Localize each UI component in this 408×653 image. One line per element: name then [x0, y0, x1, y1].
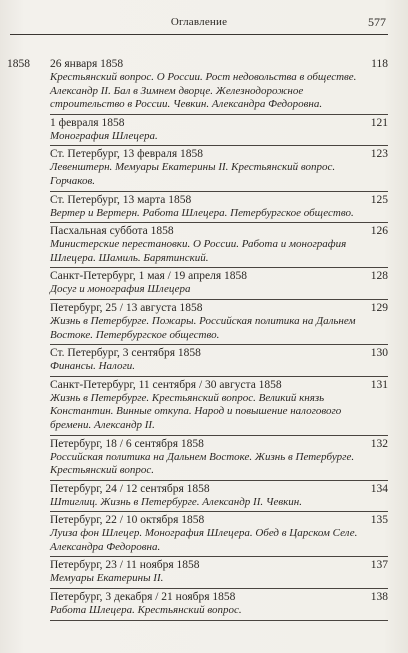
entry-page-number: 132: [370, 437, 388, 450]
toc-entry-head: [50, 590, 388, 604]
entry-date: Ст. Петербург, 3 сентября 1858: [50, 347, 201, 360]
entry-page-number: 128: [370, 270, 388, 283]
entry-description: Левенштерн. Мемуары Екатерины II. Крестьянский вопрос. Горчаков.: [50, 161, 336, 187]
toc-entry-head: [50, 224, 388, 238]
page-number: 577: [368, 15, 386, 29]
entry-description: Работа Шлецера. Крестьянский вопрос.: [50, 604, 242, 617]
entry-page-number: 123: [370, 148, 388, 161]
toc-entry: [50, 512, 388, 557]
toc-entry: [50, 377, 388, 436]
toc-entry-head: [50, 437, 388, 451]
entry-description: Жизнь в Петербурге. Крестьянский вопрос. Великий князь Константин. Винные откупа. Народ и повышение налогового бремени. Александр II.: [50, 391, 342, 431]
entry-description: Мемуары Екатерины II.: [50, 572, 164, 585]
entry-page-number: 121: [370, 116, 388, 129]
toc-entry: [50, 345, 388, 377]
entry-page-number: 134: [370, 482, 388, 495]
entry-page-number: 135: [370, 514, 388, 527]
entry-page-number: 138: [370, 591, 388, 604]
entry-page-number: 118: [371, 58, 388, 70]
entry-description: Монография Шлецера.: [50, 129, 158, 142]
toc-entry-head: [50, 378, 388, 392]
toc-entry: [50, 557, 388, 589]
toc-entry-head: [50, 301, 388, 315]
entry-date: Санкт-Петербург, 11 сентября / 30 августа 1858: [50, 378, 282, 391]
toc-entry-head: [50, 513, 388, 527]
entry-date: Петербург, 3 декабря / 21 ноября 1858: [50, 591, 236, 604]
entry-page-number: 131: [370, 378, 388, 391]
entry-date: 26 января 1858: [50, 58, 124, 70]
entry-date: Петербург, 22 / 10 октября 1858: [50, 514, 205, 527]
entry-date: Петербург, 23 / 11 ноября 1858: [50, 559, 200, 572]
toc-entry: [50, 300, 388, 345]
entry-page-number: 129: [370, 301, 388, 314]
entry-description: Луиза фон Шлецер. Монография Шлецера. Обед в Царском Селе. Александра Федоровна.: [50, 527, 358, 553]
toc-entry-head: [50, 193, 388, 207]
toc-entry-head: [50, 269, 388, 283]
entry-date: Петербург, 24 / 12 сентября 1858: [50, 482, 210, 495]
header-title: Оглавление: [170, 16, 228, 28]
toc-entries: [50, 56, 388, 621]
toc-entry-head: [50, 57, 388, 71]
entry-page-number: 137: [370, 559, 388, 572]
running-header: [10, 14, 388, 35]
entry-page-number: 130: [370, 347, 388, 360]
toc-entry: [50, 192, 388, 224]
toc-entry: [50, 436, 388, 481]
entry-page-number: 126: [370, 225, 388, 238]
toc-entry-head: [50, 482, 388, 496]
entry-description: Досуг и монография Шлецера: [50, 283, 191, 296]
entry-date: Петербург, 18 / 6 сентября 1858: [50, 437, 204, 450]
entry-date: Ст. Петербург, 13 марта 1858: [50, 193, 192, 206]
entry-date: Ст. Петербург, 13 февраля 1858: [50, 148, 204, 161]
entry-description: Вертер и Вертерн. Работа Шлецера. Петербургское общество.: [50, 206, 354, 219]
year-label: 1858: [7, 58, 30, 70]
toc-entry: [50, 223, 388, 268]
entry-description: Штиглиц. Жизнь в Петербурге. Александр II. Чевкин.: [50, 495, 302, 508]
entry-date: Санкт-Петербург, 1 мая / 19 апреля 1858: [50, 270, 247, 283]
toc-entry-head: [50, 346, 388, 360]
entry-date: Петербург, 25 / 13 августа 1858: [50, 301, 203, 314]
toc-entry: [50, 589, 388, 621]
toc-entry: [50, 268, 388, 300]
toc-entry-head: [50, 147, 388, 161]
entry-page-number: 125: [370, 193, 388, 206]
entry-description: Российская политика на Дальнем Востоке. Жизнь в Петербурге. Крестьянский вопрос.: [50, 450, 355, 477]
entry-description: Крестьянский вопрос. О России. Рост недовольства в обществе. Александр II. Бал в Зимнем дворце. Железнодорожное строительство в России. Чевкин. Александра Федоровна.: [50, 71, 357, 111]
entry-description: Министерские перестановки. О России. Работа и монография Шлецера. Шамиль. Барятинский.: [50, 238, 347, 264]
toc-entry-head: [50, 116, 388, 130]
entry-description: Жизнь в Петербурге. Пожары. Российская политика на Дальнем Востоке. Петербургское общество.: [50, 314, 356, 341]
toc-entry: [50, 56, 388, 115]
toc-entry: [50, 146, 388, 191]
entry-date: Пасхальная суббота 1858: [50, 225, 174, 238]
entry-description: Финансы. Налоги.: [50, 360, 136, 373]
toc-entry-head: [50, 558, 388, 572]
entry-date: 1 февраля 1858: [50, 116, 125, 129]
toc-entry: [50, 115, 388, 147]
toc-entry: [50, 481, 388, 513]
